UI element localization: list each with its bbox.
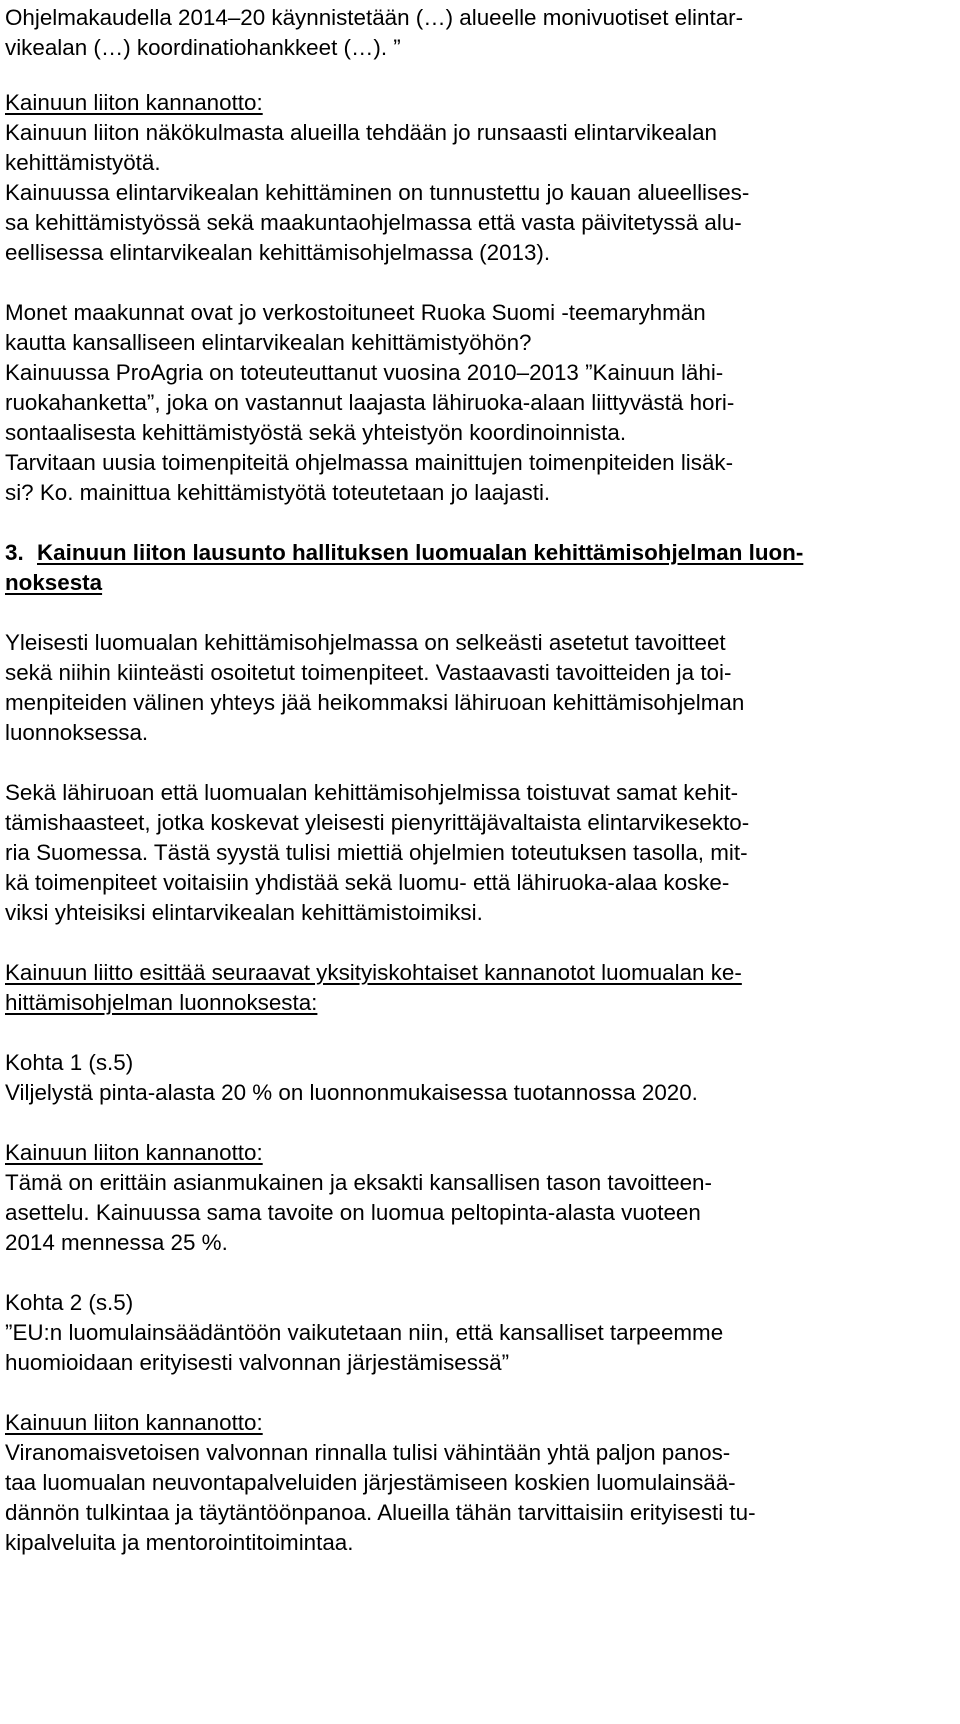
text-line: Sekä lähiruoan että luomualan kehittämisohjelmissa toistuvat samat kehit- — [5, 780, 739, 805]
text-line: kautta kansalliseen elintarvikealan kehittämistyöhön? — [5, 330, 532, 355]
statement-heading: Kainuun liiton kannanotto: — [5, 90, 263, 115]
section-number: 3. — [5, 540, 24, 565]
statement-heading: hittämisohjelman luonnoksesta: — [5, 990, 318, 1015]
text-line: ruokahanketta”, joka on vastannut laajasta lähiruoka-alaan liittyvästä hori- — [5, 390, 735, 415]
statement-heading: Kainuun liiton kannanotto: — [5, 1140, 263, 1165]
text-line: kehittämistyötä. — [5, 150, 161, 175]
text-line: Tämä on erittäin asianmukainen ja eksakti kansallisen tason tavoitteen- — [5, 1170, 712, 1195]
text-line: eellisessa elintarvikealan kehittämisohjelmassa (2013). — [5, 240, 551, 265]
text-line: ria Suomessa. Tästä syystä tulisi miettiä ohjelmien toteutuksen tasolla, mit- — [5, 840, 748, 865]
text-line: Kohta 2 (s.5) — [5, 1290, 134, 1315]
text-line: 2014 mennessa 25 %. — [5, 1230, 228, 1255]
text-line: sontaalisesta kehittämistyöstä sekä yhteistyön koordinoinnista. — [5, 420, 627, 445]
statement-heading: Kainuun liiton kannanotto: — [5, 1410, 263, 1435]
text-line: kipalveluita ja mentorointitoimintaa. — [5, 1530, 354, 1555]
text-line: Monet maakunnat ovat jo verkostoituneet Ruoka Suomi -teemaryhmän — [5, 300, 706, 325]
text-line: sa kehittämistyössä sekä maakuntaohjelmassa että vasta päivitetyssä alu- — [5, 210, 742, 235]
text-line: Viljelystä pinta-alasta 20 % on luonnonmukaisessa tuotannossa 2020. — [5, 1080, 698, 1105]
text-line: sekä niihin kiinteästi osoitetut toimenpiteet. Vastaavasti tavoitteiden ja toi- — [5, 660, 732, 685]
text-line: dännön tulkintaa ja täytäntöönpanoa. Alueilla tähän tarvittaisiin erityisesti tu- — [5, 1500, 756, 1525]
text-line: Ohjelmakaudella 2014–20 käynnistetään (…) alueelle monivuotiset elintar- — [5, 5, 744, 30]
text-line: Kainuussa ProAgria on toteuteuttanut vuosina 2010–2013 ”Kainuun lähi- — [5, 360, 724, 385]
text-line: Kainuussa elintarvikealan kehittäminen on tunnustettu jo kauan alueellises- — [5, 180, 750, 205]
text-line: menpiteiden välinen yhteys jää heikommaksi lähiruoan kehittämisohjelman — [5, 690, 745, 715]
text-line: huomioidaan erityisesti valvonnan järjestämisessä” — [5, 1350, 510, 1375]
text-line: Yleisesti luomualan kehittämisohjelmassa on selkeästi asetetut tavoitteet — [5, 630, 726, 655]
section-heading-continued: noksesta — [5, 570, 103, 595]
text-line: ”EU:n luomulainsäädäntöön vaikutetaan niin, että kansalliset tarpeemme — [5, 1320, 724, 1345]
text-line: luonnoksessa. — [5, 720, 149, 745]
text-line: tämishaasteet, jotka koskevat yleisesti pienyrittäjävaltaista elintarvikesekto- — [5, 810, 750, 835]
text-line: Tarvitaan uusia toimenpiteitä ohjelmassa mainittujen toimenpiteiden lisäk- — [5, 450, 734, 475]
text-line: si? Ko. mainittua kehittämistyötä toteutetaan jo laajasti. — [5, 480, 551, 505]
text-line: Kohta 1 (s.5) — [5, 1050, 134, 1075]
text-line: viksi yhteisiksi elintarvikealan kehittämistoimiksi. — [5, 900, 483, 925]
text-line: Kainuun liiton näkökulmasta alueilla tehdään jo runsaasti elintarvikealan — [5, 120, 717, 145]
text-line: Viranomaisvetoisen valvonnan rinnalla tulisi vähintään yhtä paljon panos- — [5, 1440, 731, 1465]
text-line: taa luomualan neuvontapalveluiden järjestämiseen koskien luomulainsää- — [5, 1470, 736, 1495]
section-heading: Kainuun liiton lausunto hallituksen luomualan kehittämisohjelman luon- — [37, 540, 804, 565]
statement-heading: Kainuun liitto esittää seuraavat yksityiskohtaiset kannanotot luomualan ke- — [5, 960, 742, 985]
text-line: asettelu. Kainuussa sama tavoite on luomua peltopinta-alasta vuoteen — [5, 1200, 701, 1225]
text-line: vikealan (…) koordinatiohankkeet (…). ” — [5, 35, 401, 60]
text-line: kä toimenpiteet voitaisiin yhdistää sekä luomu- että lähiruoka-alaa koske- — [5, 870, 730, 895]
